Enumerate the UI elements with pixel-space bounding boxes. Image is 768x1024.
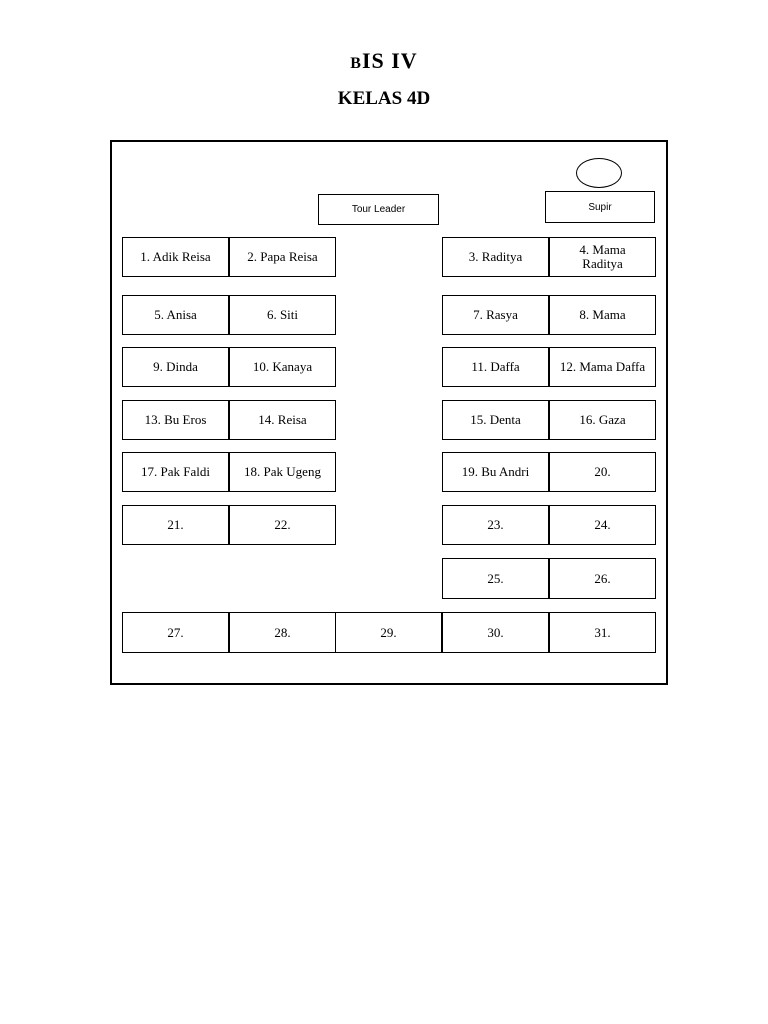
seat-label: 27. [167, 624, 184, 640]
seat-label: 31. [594, 624, 611, 640]
seat-label: 25. [487, 570, 504, 586]
seat-label: 28. [274, 624, 291, 640]
seat-19 [442, 452, 549, 492]
seat-9 [122, 347, 229, 387]
seat-label: 12. Mama Daffa [559, 359, 646, 374]
seat-3 [442, 237, 549, 277]
seat-5 [122, 295, 229, 335]
seat-22 [229, 505, 336, 545]
seat-label: 26. [594, 570, 611, 586]
seat-17 [122, 452, 229, 492]
seat-label: 15. Denta [470, 412, 521, 427]
seat-label: 14. Reisa [258, 412, 307, 427]
seat-10 [229, 347, 336, 387]
seat-label: 19. Bu Andri [461, 464, 530, 479]
seat-12 [549, 347, 656, 387]
seat-label: 11. Daffa [471, 359, 520, 374]
seat-label: 29. [380, 624, 397, 640]
page-title [0, 48, 768, 74]
seat-label: 20. [594, 464, 611, 479]
seat-7 [442, 295, 549, 335]
seat-25 [442, 558, 549, 599]
seat-label: 2. Papa Reisa [247, 249, 318, 264]
seat-30 [442, 612, 549, 653]
seat-16 [549, 400, 656, 440]
seat-label: 16. Gaza [579, 412, 626, 427]
seat-6 [229, 295, 336, 335]
seat-label: 23. [487, 517, 504, 532]
page-subtitle: KELAS 4D [337, 88, 431, 109]
seat-14 [229, 400, 336, 440]
seat-24 [549, 505, 656, 545]
tour-leader-seat [318, 194, 439, 225]
seat-label: 3. Raditya [468, 249, 523, 264]
driver-seat [545, 191, 655, 223]
seat-label: 1. Adik Reisa [140, 249, 211, 264]
seat-15 [442, 400, 549, 440]
seat-2 [229, 237, 336, 277]
seat-label: 21. [167, 517, 184, 532]
seat-label: 30. [487, 624, 504, 640]
seat-31 [549, 612, 656, 653]
seat-label: 24. [594, 517, 611, 532]
seat-20 [549, 452, 656, 492]
seat-label: 18. Pak Ugeng [244, 464, 321, 479]
seat-28 [229, 612, 336, 653]
seat-label: 7. Rasya [473, 307, 518, 322]
tour-leader-label: Tour Leader [351, 204, 406, 215]
seat-23 [442, 505, 549, 545]
driver-label: Supir [588, 201, 612, 213]
seat-26 [549, 558, 656, 599]
steering-wheel-icon [576, 158, 622, 188]
seat-label: 6. Siti [266, 307, 299, 322]
seat-label: 10. Kanaya [252, 359, 313, 374]
seat-29 [335, 612, 442, 653]
seat-13 [122, 400, 229, 440]
seat-label: 17. Pak Faldi [141, 464, 210, 479]
seat-label: 5. Anisa [154, 307, 197, 322]
seat-18 [229, 452, 336, 492]
seat-label: 13. Bu Eros [144, 412, 207, 427]
seat-label: 22. [274, 517, 291, 532]
seat-8 [549, 295, 656, 335]
seat-label: 8. Mama [579, 307, 626, 322]
seat-label: 9. Dinda [153, 359, 198, 374]
seat-label: 4. Mama Raditya [579, 242, 626, 271]
page-title-prefix: B [350, 55, 362, 72]
seat-11 [442, 347, 549, 387]
seat-27 [122, 612, 229, 653]
seat-4 [549, 237, 656, 277]
page-title-rest: IS IV [361, 48, 418, 73]
seat-1 [122, 237, 229, 277]
seat-21 [122, 505, 229, 545]
